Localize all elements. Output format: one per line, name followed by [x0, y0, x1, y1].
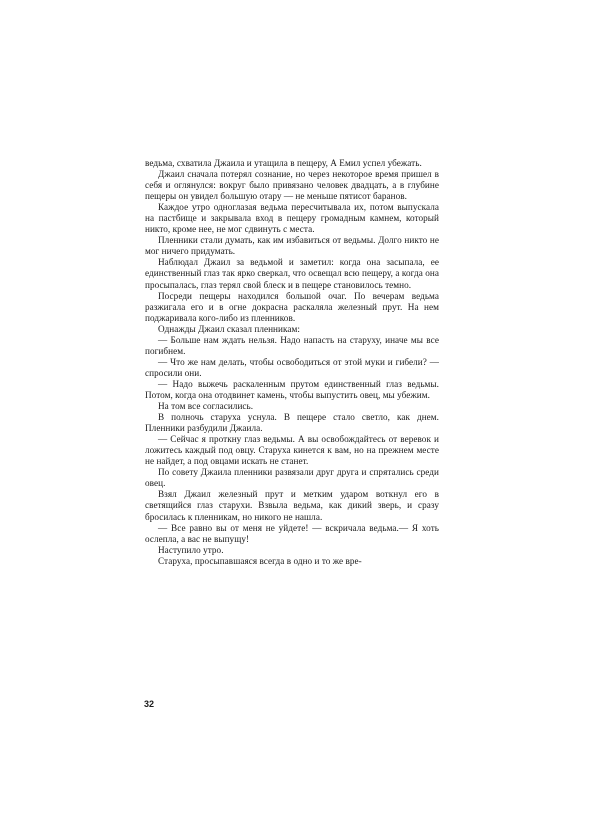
paragraph: Наступило утро.	[158, 544, 224, 555]
paragraph: Взял Джаил железный прут и метким ударом воткнул его в светящийся глаз старухи. Взвыла ведьма, как дикий зверь, и сразу бросилась к пленникам, но никого не нашла.	[145, 489, 439, 522]
body-text	[145, 158, 439, 567]
paragraph: Джаил сначала потерял сознание, но через некоторое время пришел в себя и оглянулся: вокруг было привязано человек двадцать, а в глубине пещеры он увидел большую отару — не меньше пятисот баранов.	[145, 169, 439, 202]
paragraph: — Что же нам делать, чтобы освободиться от этой муки и гибели? — спросили они.	[145, 356, 439, 378]
paragraph: — Все равно вы от меня не уйдете! — вскричала ведьма.— Я хоть ослепла, а вас не выпущу!	[145, 522, 439, 544]
paragraph: ведьма, схватила Джаила и утащила в пещеру, А Емил успел убежать.	[145, 158, 422, 168]
paragraph: Пленники стали думать, как им избавиться от ведьмы. Долго никто не мог ничего придумать.	[145, 235, 439, 257]
paragraph: Каждое утро одноглазая ведьма пересчитывала их, потом выпускала на пастбище и закрывала вход в пещеру громадным камнем, который никто, кроме нее, не мог сдвинуть с места.	[145, 202, 439, 235]
paragraph: По совету Джаила пленники развязали друг друга и спрятались среди овец.	[145, 467, 439, 489]
paragraph: — Сейчас я проткну глаз ведьмы. А вы освобождайтесь от веревок и ложитесь каждый под овцу. Старуха кинется к вам, но на прежнем месте не найдет, а под овцами искать не станет.	[145, 434, 439, 467]
paragraph: — Больше нам ждать нельзя. Надо напасть на старуху, иначе мы все погибнем.	[145, 334, 439, 356]
paragraph: Старуха, просыпавшаяся всегда в одно и то же вре-	[158, 555, 362, 566]
paragraph: Посреди пещеры находился большой очаг. По вечерам ведьма разжигала его и в огне докрасна раскаляла железный прут. На нем поджаривала кого-либо из пленников.	[145, 290, 439, 323]
paragraph: Однажды Джаил сказал пленникам:	[158, 323, 300, 334]
paragraph: В полночь старуха уснула. В пещере стало светло, как днем. Пленники разбудили Джаила.	[145, 412, 439, 434]
paragraph: — Надо выжечь раскаленным прутом единственный глаз ведьмы. Потом, когда она отодвинет камень, чтобы выпустить овец, мы убежим.	[145, 378, 439, 400]
paragraph: Наблюдал Джаил за ведьмой и заметил: когда она засыпала, ее единственный глаз так ярко сверкал, что освещал всю пещеру, а когда она просыпалась, глаз терял свой блеск и в пещере становилось темно.	[145, 257, 439, 290]
paragraph: На том все согласились.	[158, 401, 254, 412]
page-number: 32	[144, 699, 155, 709]
